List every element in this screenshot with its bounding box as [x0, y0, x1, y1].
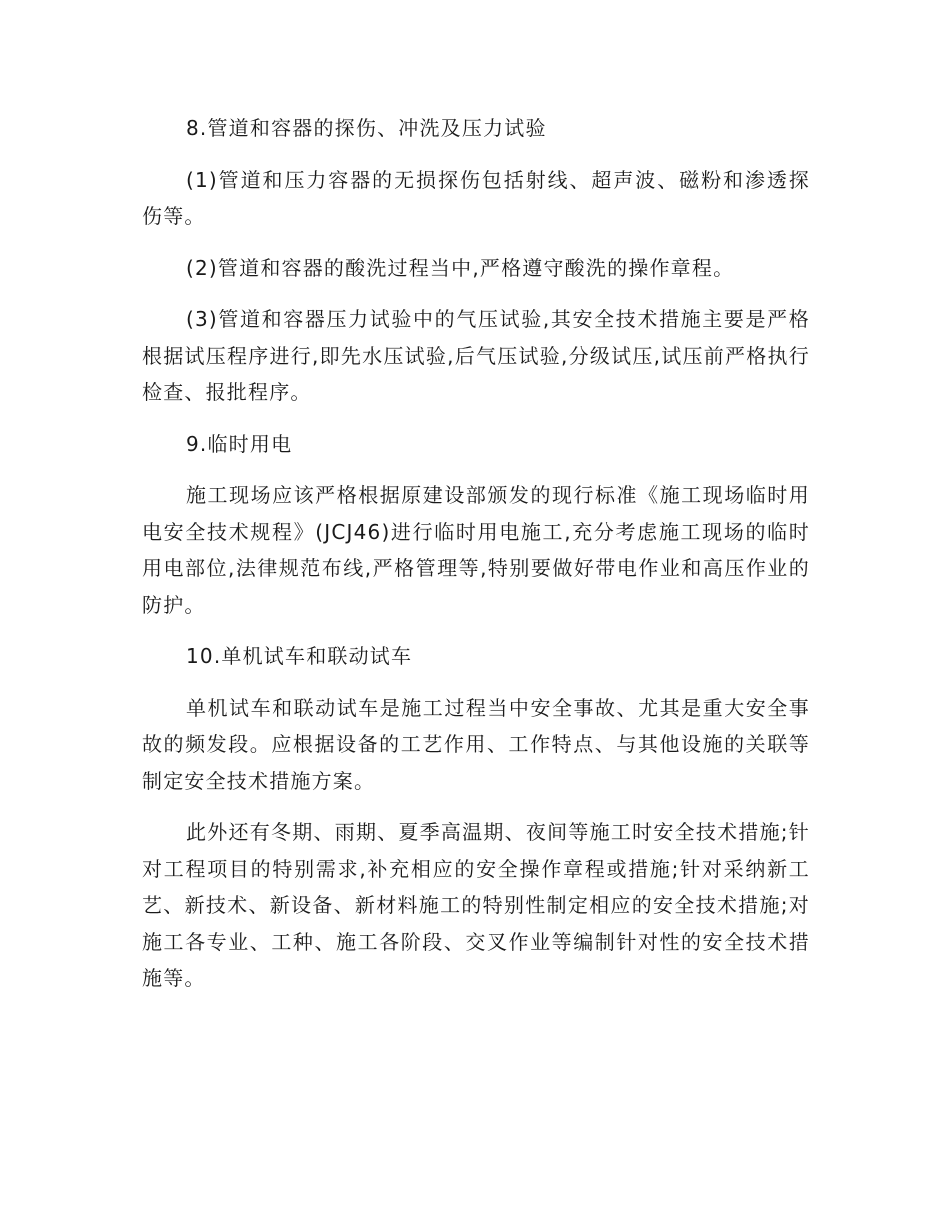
paragraph-other-measures: 此外还有冬期、雨期、夏季高温期、夜间等施工时安全技术措施;针对工程项目的特别需求,补充相应的安全操作章程或措施;针对采纳新工艺、新技术、新设备、新材料施工的特别性制定相应的安全技术措施;对施工各专业、工种、施工各阶段、交叉作业等编制针对性的安全技术措施等。 [142, 820, 810, 990]
paragraph-8-2: (2)管道和容器的酸洗过程当中,严格遵守酸洗的操作章程。 [186, 255, 735, 280]
paragraph-8-3: (3)管道和容器压力试验中的气压试验,其安全技术措施主要是严格根据试压程序进行,即先水压试验,后气压试验,分级试压,试压前严格执行检查、报批程序。 [142, 307, 810, 404]
section-heading-9: 9.临时用电 [186, 431, 293, 456]
paragraph-9: 施工现场应该严格根据原建设部颁发的现行标准《施工现场临时用电安全技术规程》(JCJ46)进行临时用电施工,充分考虑施工现场的临时用电部位,法律规范布线,严格管理等,特别要做好带电作业和高压作业的防护。 [142, 483, 810, 617]
section-heading-8: 8.管道和容器的探伤、冲洗及压力试验 [186, 116, 547, 140]
paragraph-10: 单机试车和联动试车是施工过程当中安全事故、尤其是重大安全事故的频发段。应根据设备的工艺作用、工作特点、与其他设施的关联等制定安全技术措施方案。 [142, 695, 810, 793]
paragraph-8-1: (1)管道和压力容器的无损探伤包括射线、超声波、磁粉和渗透探伤等。 [142, 167, 810, 228]
section-heading-10: 10.单机试车和联动试车 [186, 644, 413, 668]
document-body [142, 110, 810, 1012]
